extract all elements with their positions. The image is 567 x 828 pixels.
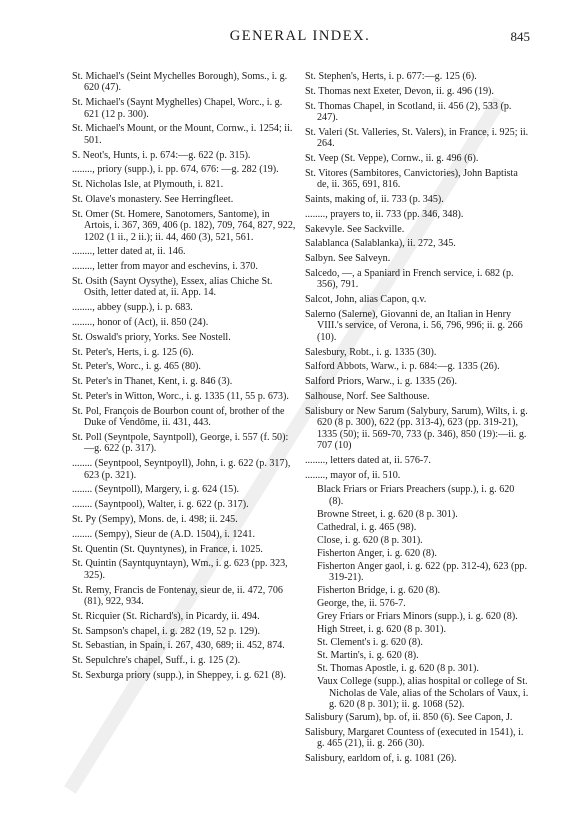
index-entry: Salhouse, Norf. See Salthouse. <box>305 390 430 402</box>
index-entry: St. Quintin (Sayntquyntayn), Wm., i. g. 623 (pp. 323, 325). <box>72 558 288 581</box>
index-entry: St. Peter's, Herts, i. g. 125 (6). <box>72 346 194 358</box>
index-entry: Salisbury, Margaret Countess of (executed in 1541), i. g. 465 (21), ii. g. 266 (30). <box>305 726 524 750</box>
index-subentry: Fisherton Bridge, i. g. 620 (8). <box>317 585 441 597</box>
index-entry: St. Michael's Mount, or the Mount, Cornw., i. 1254; ii. 501. <box>72 123 293 146</box>
index-subentry: Close, i. g. 620 (8 p. 301). <box>317 534 423 546</box>
index-entry: St. Remy, Francis de Fontenay, sieur de, ii. 472, 706 (81), 922, 934. <box>72 584 283 607</box>
index-entry: Salbyn. See Salveyn. <box>305 253 391 265</box>
index-entry: Salford Abbots, Warw., i. p. 684:—g. 1335 (26). <box>305 361 500 373</box>
index-entry: Salford Priors, Warw., i. g. 1335 (26). <box>305 376 457 388</box>
index-entry: Salisbury, earldom of, i. g. 1081 (26). <box>305 753 457 765</box>
index-subentry: George, the, ii. 576-7. <box>317 598 406 610</box>
index-entry: Sakevyle. See Sackville. <box>305 223 405 235</box>
index-subentry: Black Friars or Friars Preachers (supp.), i. g. 620 (8). <box>317 484 515 507</box>
index-entry: St. Py (Sempy), Mons. de, i. 498; ii. 245. <box>72 513 238 525</box>
index-entry: St. Omer (St. Homere, Sanotomers, Santome), in Artois, i. 367, 369, 406 (p. 182), 709, 764, 827, 922, 1202 (1 ii., 2 ii.); ii. 44, 460 (3), 521, 561. <box>72 208 296 243</box>
index-entry: ........, abbey (supp.), i. p. 683. <box>72 302 193 314</box>
index-entry: St. Sampson's chapel, i. g. 282 (19, 52 p. 129). <box>72 625 260 637</box>
index-subentry: Vaux College (supp.), alias hospital or college of St. Nicholas de Vale, alias of the Scholars of Vaux, i. g. 620 (8 p. 301); ii. g. 1068 (52). <box>317 676 529 711</box>
index-entry: ........ (Seyntpoll), Margery, i. g. 624 (15). <box>72 484 240 496</box>
page-header <box>70 28 530 48</box>
index-entry: Salerno (Salerne), Giovanni de, an Italian in Henry VIII.'s service, of Verona, i. 56, 796, 996; ii. g. 266 (10). <box>305 308 523 343</box>
index-entry: St. Thomas next Exeter, Devon, ii. g. 496 (19). <box>305 85 494 97</box>
index-subentry: Fisherton Anger gaol, i. g. 622 (pp. 312-4), 623 (pp. 319-21). <box>317 560 527 584</box>
index-entry: St. Pol, François de Bourbon count of, brother of the Duke of Vendôme, ii. 431, 443. <box>72 405 285 429</box>
index-subentry: Cathedral, i. g. 465 (98). <box>317 521 417 533</box>
index-column-left <box>72 71 298 685</box>
index-subentry: St. Clement's i. g. 620 (8). <box>317 637 423 649</box>
index-entry: Salablanca (Salablanka), ii. 272, 345. <box>305 238 456 250</box>
index-entry: St. Thomas Chapel, in Scotland, ii. 456 (2), 533 (p. 247). <box>305 100 512 123</box>
index-entry: St. Osith (Saynt Oysythe), Essex, alias Chiche St. Osith, letter dated at, ii. App. 14. <box>72 276 273 299</box>
index-entry: St. Oswald's priory, Yorks. See Nostell. <box>72 331 231 343</box>
index-entry: St. Stephen's, Herts, i. p. 677:—g. 125 (6). <box>305 71 477 82</box>
index-column-right <box>305 71 531 768</box>
index-entry: S. Neot's, Hunts, i. p. 674:—g. 622 (p. 315). <box>72 149 251 161</box>
index-entry: ........ (Sayntpool), Walter, i. g. 622 (p. 317). <box>72 499 249 511</box>
index-entry: Saints, making of, ii. 733 (p. 345). <box>305 194 444 205</box>
index-entry: Salisbury (Sarum), bp. of, ii. 850 (6). See Capon, J. <box>305 712 513 724</box>
index-entry: St. Poll (Seyntpole, Sayntpoll), George, i. 557 (f. 50):—g. 622 (p. 317). <box>72 431 289 455</box>
index-entry: Salcedo, —, a Spaniard in French service, i. 682 (p. 356), 791. <box>305 267 514 291</box>
index-entry: St. Veep (St. Veppe), Cornw., ii. g. 496 (6). <box>305 153 479 164</box>
index-entry: St. Nicholas Isle, at Plymouth, i. 821. <box>72 179 224 191</box>
index-entry: St. Peter's in Thanet, Kent, i. g. 846 (3). <box>72 376 233 388</box>
index-entry: St. Quentin (St. Quyntynes), in France, i. 1025. <box>72 543 263 555</box>
index-entry: St. Peter's in Witton, Worc., i. g. 1335 (11, 55 p. 673). <box>72 390 289 402</box>
index-entry: St. Sebastian, in Spain, i. 267, 430, 689; ii. 452, 874. <box>72 640 285 652</box>
index-entry: St. Michael's (Seint Mychelles Borough), Soms., i. g. 620 (47). <box>72 71 288 94</box>
index-entry: ........, honor of (Act), ii. 850 (24). <box>72 317 209 328</box>
index-entry: ........, letters dated at, ii. 576-7. <box>305 454 431 466</box>
index-entry: Salcot, John, alias Capon, q.v. <box>305 294 427 306</box>
index-entry: St. Olave's monastery. See Herringfleet. <box>72 194 234 205</box>
index-subentry: St. Thomas Apostle, i. g. 620 (8 p. 301). <box>317 663 479 675</box>
index-entry: St. Valeri (St. Valleries, St. Valers), in France, i. 925; ii. 264. <box>305 126 529 150</box>
index-entry: St. Peter's, Worc., i. g. 465 (80). <box>72 361 201 373</box>
index-entry: Salesbury, Robt., i. g. 1335 (30). <box>305 346 437 358</box>
index-entry: St. Vitores (Sambitores, Canvictories), John Baptista de, ii. 365, 691, 816. <box>305 167 518 191</box>
index-entry: ........, mayor of, ii. 510. <box>305 469 401 481</box>
index-entry: ........ (Sempy), Sieur de (A.D. 1504), i. 1241. <box>72 528 256 540</box>
index-subentry: High Street, i. g. 620 (8 p. 301). <box>317 624 446 636</box>
index-entry: ........ (Seyntpool, Seyntpoyll), John, i. g. 622 (p. 317), 623 (p. 321). <box>72 458 291 481</box>
page-title: GENERAL INDEX. <box>229 28 371 44</box>
index-entry: ........, letter dated at, ii. 146. <box>72 246 186 258</box>
page-number: 845 <box>510 29 530 44</box>
index-subentry: Browne Street, i. g. 620 (8 p. 301). <box>317 508 458 520</box>
index-entry: St. Sepulchre's chapel, Suff., i. g. 125 (2). <box>72 655 241 667</box>
index-entry: ........, letter from mayor and eschevins, i. 370. <box>72 261 258 273</box>
index-entry: St. Sexburga priory (supp.), in Sheppey, i. g. 621 (8). <box>72 669 286 681</box>
index-entry: Salisbury or New Sarum (Salybury, Sarum), Wilts, i. g. 620 (8 p. 300), 622 (pp. 313-4), 623 (pp. 319-21), 1335 (50); ii. 569-70, 733 (p. 346), 850 (19):—ii. g. 707 (10) <box>305 405 528 451</box>
index-subentry: Grey Friars or Friars Minors (supp.), i. g. 620 (8). <box>317 611 518 623</box>
index-entry: ........, prayers to, ii. 733 (pp. 346, 348). <box>305 208 464 220</box>
index-entry: ........, priory (supp.), i. pp. 674, 676: —g. 282 (19). <box>72 164 279 176</box>
index-subentry: Fisherton Anger, i. g. 620 (8). <box>317 547 437 559</box>
index-entry: St. Ricquier (St. Richard's), in Picardy, ii. 494. <box>72 610 260 622</box>
index-entry: St. Michael's (Saynt Myghelles) Chapel, Worc., i. g. 621 (12 p. 300). <box>72 97 283 120</box>
index-subentry: St. Martin's, i. g. 620 (8). <box>317 650 419 662</box>
